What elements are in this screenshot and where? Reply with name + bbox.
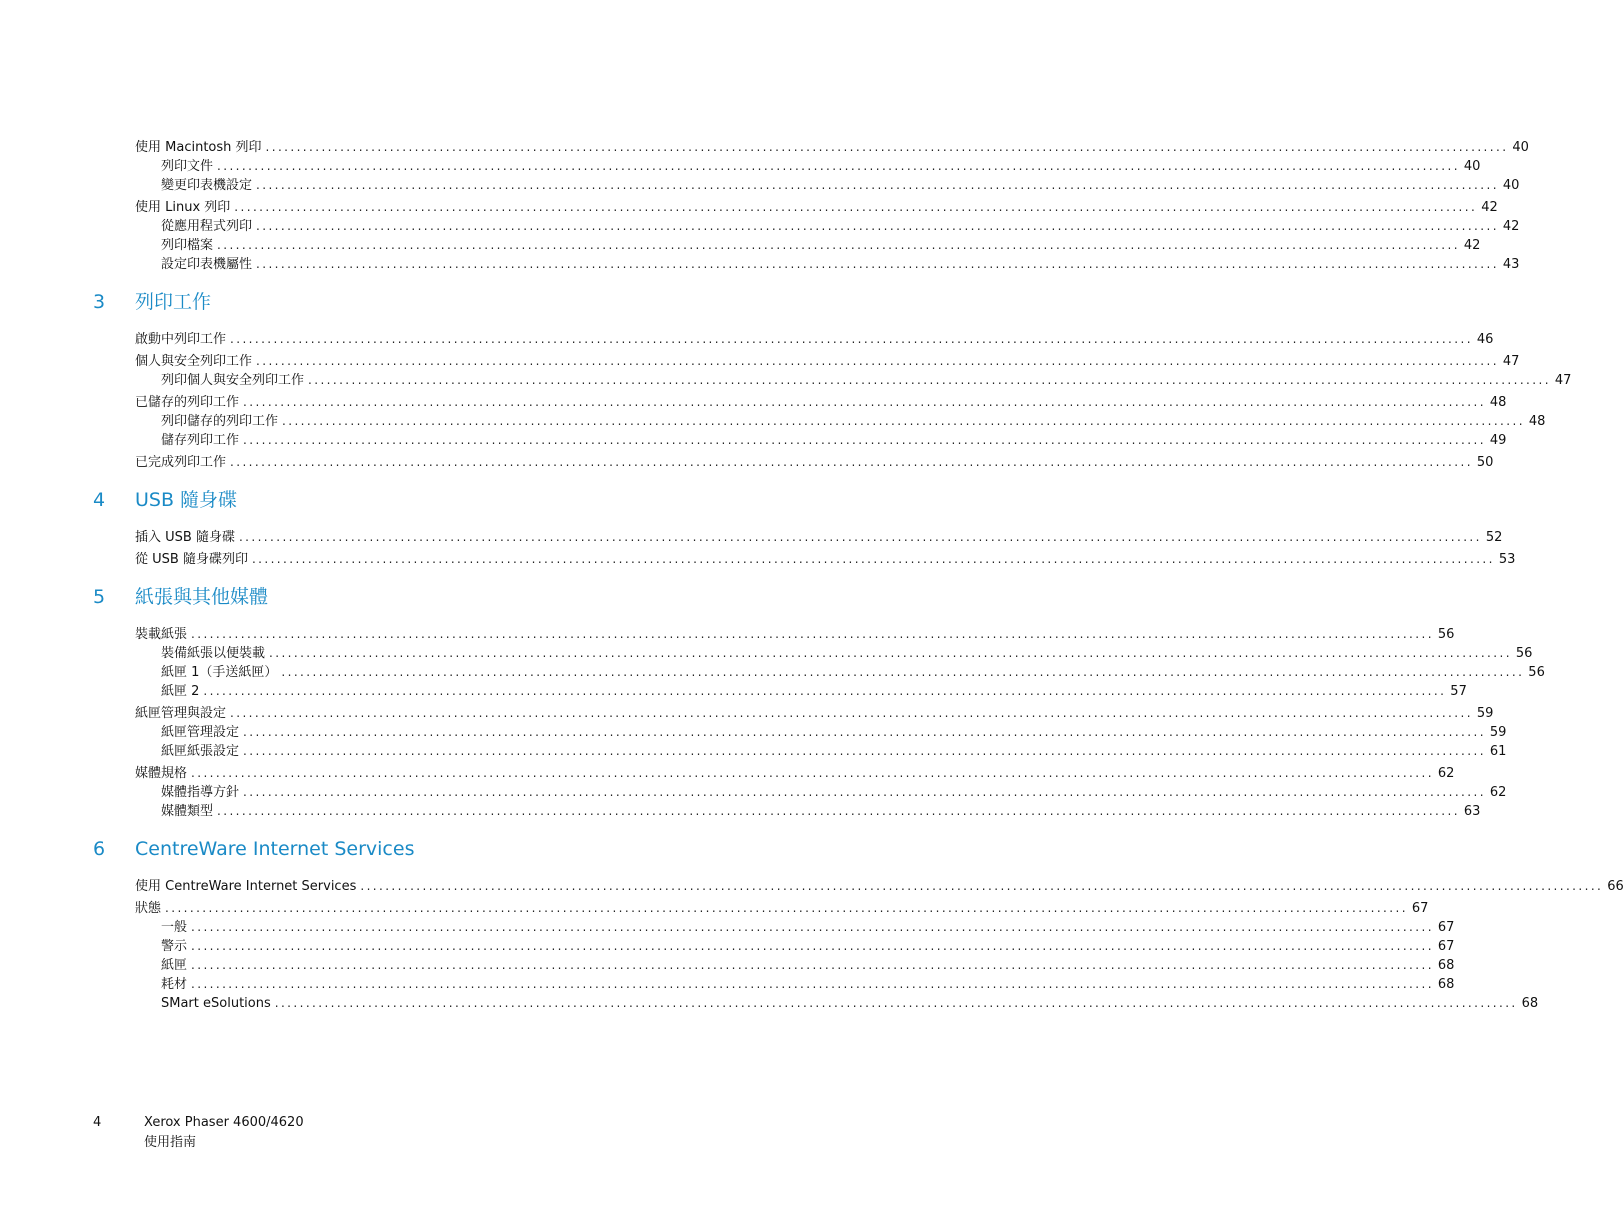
chapter-heading: [0, 581, 869, 613]
toc-entry-label: 列印個人與安全列印工作: [161, 373, 305, 388]
toc-subentry[interactable]: [161, 723, 1507, 742]
chapter-number: 3: [93, 291, 106, 313]
toc-entry-label: 紙匣紙張設定: [161, 744, 240, 759]
toc-subentry[interactable]: [161, 371, 1572, 390]
chapter-heading: [0, 286, 869, 318]
toc-entry-label: 媒體指導方針: [161, 785, 240, 800]
toc-entry[interactable]: [135, 625, 1455, 644]
toc-entry-label: 使用 Linux 列印: [135, 200, 231, 215]
toc-page-number: 67: [1411, 901, 1429, 916]
toc-subentry[interactable]: [161, 918, 1455, 937]
toc-entry-label: 從 USB 隨身碟列印: [135, 552, 248, 567]
toc-entry-label: 一般: [161, 920, 188, 935]
dot-leader: ........................................................................................................................................................................................................: [282, 414, 1525, 428]
toc-page-number: 46: [1476, 332, 1494, 347]
toc-entry-label: 啟動中列印工作: [135, 332, 227, 347]
toc-entry-label: 已完成列印工作: [135, 455, 227, 470]
toc-page-number: 57: [1450, 684, 1467, 699]
dot-leader: ........................................................................................................................................................................................................: [265, 140, 1509, 154]
dot-leader: ........................................................................................................................................................................................................: [256, 257, 1499, 271]
toc-entry[interactable]: [135, 528, 1503, 547]
toc-entry[interactable]: [135, 330, 1494, 349]
toc-entry[interactable]: [135, 550, 1516, 569]
toc-entry[interactable]: [135, 393, 1507, 412]
dot-leader: ........................................................................................................................................................................................................: [308, 373, 1551, 387]
toc-entry-label: 警示: [161, 939, 188, 954]
toc-page-number: 59: [1489, 725, 1507, 740]
toc-page-number: 47: [1554, 373, 1572, 388]
toc-page-number: 53: [1498, 552, 1516, 567]
toc-page-number: 42: [1502, 219, 1520, 234]
toc-page-number: 67: [1437, 920, 1455, 935]
toc-subentry[interactable]: [161, 783, 1507, 802]
dot-leader: ........................................................................................................................................................................................................: [191, 977, 1434, 991]
table-of-contents: [0, 138, 1624, 1013]
toc-entry-label: 已儲存的列印工作: [135, 395, 240, 410]
dot-leader: ........................................................................................................................................................................................................: [230, 332, 1473, 346]
toc-page-number: 42: [1481, 200, 1498, 215]
toc-entry[interactable]: [135, 198, 1498, 217]
toc-page-number: 40: [1512, 140, 1529, 155]
toc-subentry[interactable]: [161, 176, 1520, 195]
dot-leader: ........................................................................................................................................................................................................: [243, 744, 1486, 758]
dot-leader: ........................................................................................................................................................................................................: [217, 159, 1460, 173]
toc-entry-label: 媒體規格: [135, 766, 188, 781]
toc-subentry[interactable]: [161, 644, 1533, 663]
toc-page-number: 63: [1463, 804, 1481, 819]
toc-entry-label: 紙匣 2: [161, 684, 200, 699]
toc-entry-label: 紙匣管理與設定: [135, 706, 227, 721]
dot-leader: ........................................................................................................................................................................................................: [230, 706, 1473, 720]
toc-subentry[interactable]: [161, 937, 1455, 956]
dot-leader: ........................................................................................................................................................................................................: [191, 920, 1434, 934]
toc-subentry[interactable]: [161, 236, 1481, 255]
dot-leader: ........................................................................................................................................................................................................: [217, 804, 1460, 818]
toc-page-number: 68: [1521, 996, 1539, 1011]
dot-leader: ........................................................................................................................................................................................................: [217, 238, 1460, 252]
dot-leader: ........................................................................................................................................................................................................: [256, 354, 1499, 368]
toc-page-number: 56: [1437, 627, 1455, 642]
toc-page-number: 48: [1489, 395, 1507, 410]
toc-entry-label: 使用 CentreWare Internet Services: [135, 879, 357, 894]
toc-entry[interactable]: [135, 877, 1624, 896]
toc-entry[interactable]: [135, 764, 1455, 783]
dot-leader: ........................................................................................................................................................................................................: [234, 200, 1478, 214]
toc-entry[interactable]: [135, 899, 1429, 918]
dot-leader: ........................................................................................................................................................................................................: [360, 879, 1604, 893]
footer-page-number: 4: [93, 1115, 102, 1130]
toc-page-number: 43: [1502, 257, 1520, 272]
dot-leader: ........................................................................................................................................................................................................: [191, 939, 1434, 953]
toc-entry[interactable]: [135, 704, 1494, 723]
chapter-number: 6: [93, 838, 106, 860]
toc-subentry[interactable]: [161, 975, 1455, 994]
chapter-number: 5: [93, 586, 106, 608]
toc-entry-label: 儲存列印工作: [161, 433, 240, 448]
dot-leader: ........................................................................................................................................................................................................: [256, 178, 1499, 192]
toc-entry-label: 個人與安全列印工作: [135, 354, 253, 369]
dot-leader: ........................................................................................................................................................................................................: [230, 455, 1473, 469]
chapter-number: 4: [93, 489, 106, 511]
dot-leader: ........................................................................................................................................................................................................: [243, 395, 1486, 409]
toc-subentry[interactable]: [161, 412, 1546, 431]
dot-leader: ........................................................................................................................................................................................................: [274, 996, 1518, 1010]
footer-product-name: Xerox Phaser 4600/4620: [144, 1115, 304, 1130]
chapter-heading: [0, 484, 869, 516]
toc-subentry[interactable]: [161, 956, 1455, 975]
toc-subentry[interactable]: [161, 157, 1481, 176]
toc-page-number: 47: [1502, 354, 1520, 369]
toc-page-number: 49: [1489, 433, 1507, 448]
toc-page-number: 67: [1437, 939, 1455, 954]
toc-entry-label: 狀態: [135, 901, 162, 916]
toc-subentry[interactable]: [161, 431, 1507, 450]
toc-page-number: 48: [1528, 414, 1546, 429]
dot-leader: ........................................................................................................................................................................................................: [243, 785, 1486, 799]
toc-entry[interactable]: [135, 138, 1529, 157]
toc-page-number: 40: [1502, 178, 1520, 193]
toc-subentry[interactable]: [161, 255, 1520, 274]
toc-page-number: 52: [1485, 530, 1503, 545]
toc-entry-label: 使用 Macintosh 列印: [135, 140, 262, 155]
toc-subentry[interactable]: [161, 802, 1481, 821]
toc-entry-label: 列印文件: [161, 159, 214, 174]
toc-page-number: 62: [1437, 766, 1455, 781]
toc-entry-label: 紙匣: [161, 958, 188, 973]
toc-entry-label: 媒體類型: [161, 804, 214, 819]
toc-page-number: 68: [1437, 958, 1455, 973]
toc-entry-label: 紙匣管理設定: [161, 725, 240, 740]
toc-subentry[interactable]: [161, 217, 1520, 236]
dot-leader: ........................................................................................................................................................................................................: [203, 684, 1447, 698]
toc-page-number: 56: [1528, 665, 1545, 680]
chapter-title[interactable]: 列印工作: [135, 291, 212, 313]
toc-entry-label: 變更印表機設定: [161, 178, 253, 193]
toc-entry[interactable]: [135, 352, 1520, 371]
toc-subentry[interactable]: [161, 682, 1467, 701]
toc-page-number: 56: [1515, 646, 1533, 661]
chapter-title[interactable]: 紙張與其他媒體: [135, 586, 269, 608]
toc-entry[interactable]: [135, 453, 1494, 472]
dot-leader: ........................................................................................................................................................................................................: [238, 530, 1482, 544]
dot-leader: ........................................................................................................................................................................................................: [191, 766, 1434, 780]
chapter-title[interactable]: CentreWare Internet Services: [135, 838, 415, 860]
dot-leader: ........................................................................................................................................................................................................: [269, 646, 1512, 660]
toc-entry-label: 紙匣 1（手送紙匣）: [161, 665, 278, 680]
dot-leader: ........................................................................................................................................................................................................: [243, 725, 1486, 739]
chapter-title[interactable]: USB 隨身碟: [135, 489, 238, 511]
dot-leader: ........................................................................................................................................................................................................: [251, 552, 1495, 566]
toc-entry-label: 列印檔案: [161, 238, 214, 253]
toc-page-number: 66: [1607, 879, 1624, 894]
toc-page-number: 62: [1489, 785, 1507, 800]
toc-page-number: 50: [1476, 455, 1494, 470]
toc-entry-label: SMart eSolutions: [161, 996, 271, 1011]
dot-leader: ........................................................................................................................................................................................................: [256, 219, 1499, 233]
dot-leader: ........................................................................................................................................................................................................: [191, 958, 1434, 972]
toc-subentry[interactable]: [161, 994, 1539, 1013]
toc-entry-label: 耗材: [161, 977, 188, 992]
toc-entry-label: 裝載紙張: [135, 627, 188, 642]
toc-entry-label: 插入 USB 隨身碟: [135, 530, 235, 545]
toc-page-number: 68: [1437, 977, 1455, 992]
toc-page-number: 40: [1463, 159, 1481, 174]
toc-entry-label: 設定印表機屬性: [161, 257, 253, 272]
toc-entry-label: 列印儲存的列印工作: [161, 414, 279, 429]
toc-subentry[interactable]: [161, 663, 1545, 682]
toc-page-number: 61: [1489, 744, 1507, 759]
dot-leader: ........................................................................................................................................................................................................: [281, 665, 1525, 679]
dot-leader: ........................................................................................................................................................................................................: [165, 901, 1408, 915]
toc-entry-label: 從應用程式列印: [161, 219, 253, 234]
dot-leader: ........................................................................................................................................................................................................: [243, 433, 1486, 447]
toc-page-number: 59: [1476, 706, 1494, 721]
dot-leader: ........................................................................................................................................................................................................: [191, 627, 1434, 641]
toc-page-number: 42: [1463, 238, 1481, 253]
toc-entry-label: 裝備紙張以便裝載: [161, 646, 266, 661]
chapter-heading: [0, 833, 869, 865]
toc-subentry[interactable]: [161, 742, 1507, 761]
footer-guide-title: 使用指南: [144, 1135, 197, 1150]
